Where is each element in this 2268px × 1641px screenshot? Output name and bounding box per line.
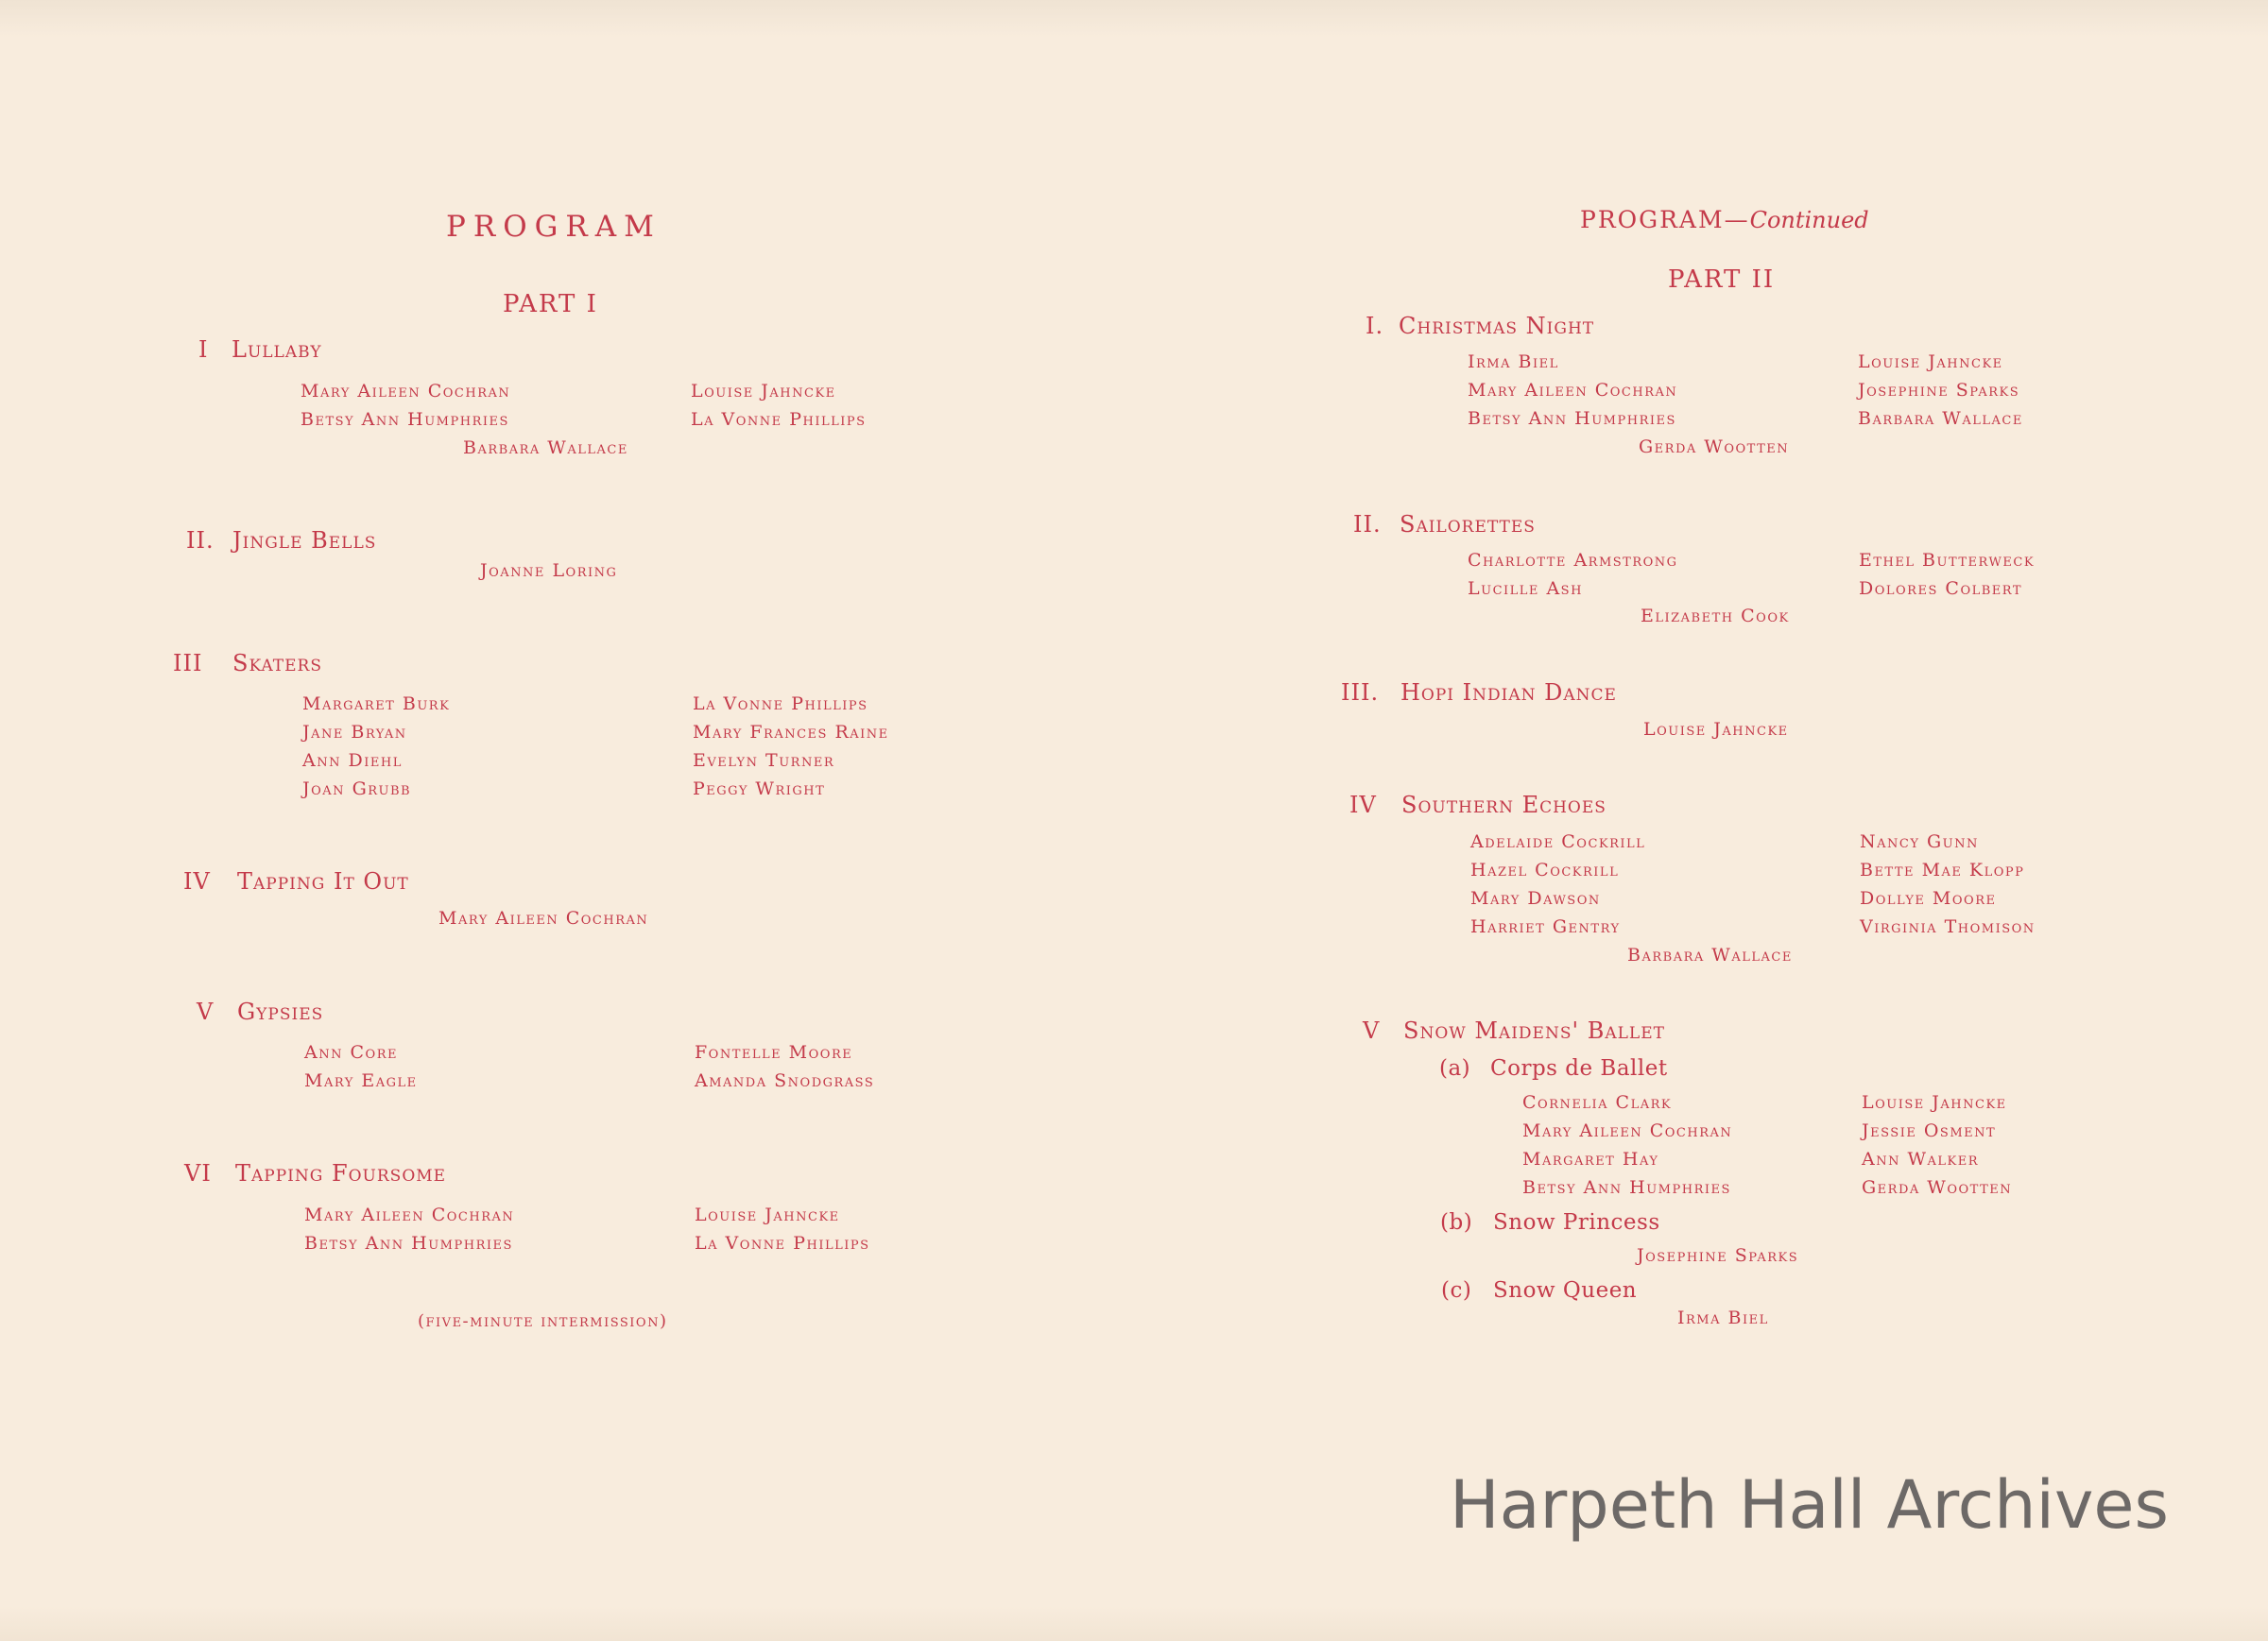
performer-name: Lucille Ash: [1468, 578, 1583, 599]
performer-name: Peggy Wright: [693, 778, 826, 799]
performer-name: La Vonne Phillips: [691, 409, 867, 430]
performer-name: Margaret Burk: [302, 693, 451, 714]
section-number: V: [1363, 1017, 1381, 1044]
section-number: V: [197, 999, 215, 1025]
performer-name: Cornelia Clark: [1522, 1092, 1673, 1113]
performer-name: Ann Walker: [1862, 1149, 1980, 1170]
section-title: Snow Maidens' Ballet: [1403, 1017, 1665, 1044]
performer-name: La Vonne Phillips: [693, 693, 868, 714]
performer-name: Ann Diehl: [302, 750, 403, 771]
performer-name: Gerda Wootten: [1639, 436, 1790, 457]
section-number: IV: [183, 868, 211, 895]
performer-name: Louise Jahncke: [695, 1205, 840, 1225]
section-title: Tapping It Out: [237, 868, 409, 895]
part-heading: PART I: [503, 290, 598, 318]
section-title: Skaters: [232, 650, 322, 676]
performer-name: Amanda Snodgrass: [695, 1070, 875, 1091]
performer-name: Fontelle Moore: [695, 1042, 853, 1063]
subsection-title: Snow Queen: [1493, 1278, 1638, 1303]
performer-name: Elizabeth Cook: [1641, 606, 1790, 626]
performer-name: Hazel Cockrill: [1470, 860, 1620, 880]
section-number: III.: [1341, 679, 1380, 706]
performer-name: Irma Biel: [1677, 1308, 1769, 1328]
subsection-title: Snow Princess: [1493, 1210, 1660, 1235]
performer-name: Charlotte Armstrong: [1468, 550, 1678, 571]
performer-name: Barbara Wallace: [1627, 945, 1793, 966]
performer-name: Josephine Sparks: [1637, 1245, 1799, 1266]
performer-name: Margaret Hay: [1522, 1149, 1659, 1170]
performer-name: Dollye Moore: [1860, 888, 1997, 909]
page-title: PROGRAM: [446, 210, 662, 244]
performer-name: La Vonne Phillips: [695, 1233, 870, 1254]
performer-name: Evelyn Turner: [693, 750, 835, 771]
performer-name: Joanne Loring: [480, 560, 618, 581]
performer-name: Josephine Sparks: [1858, 380, 2020, 401]
performer-name: Ethel Butterweck: [1859, 550, 2036, 571]
performer-name: Betsy Ann Humphries: [1468, 408, 1676, 429]
continued-label: Continued: [1749, 207, 1869, 233]
performer-name: Barbara Wallace: [463, 437, 628, 458]
section-title: Christmas Night: [1399, 313, 1595, 339]
performer-name: Bette Mae Klopp: [1860, 860, 2025, 880]
section-title: Jingle Bells: [232, 527, 377, 554]
performer-name: Virginia Thomison: [1860, 916, 2036, 937]
performer-name: Harriet Gentry: [1470, 916, 1621, 937]
performer-name: Betsy Ann Humphries: [301, 409, 509, 430]
performer-name: Joan Grubb: [302, 778, 412, 799]
section-number: II.: [1353, 511, 1382, 538]
section-number: II.: [186, 527, 215, 554]
page-title-text: PROGRAM—: [1580, 206, 1750, 233]
performer-name: Mary Eagle: [304, 1070, 418, 1091]
performer-name: Dolores Colbert: [1859, 578, 2023, 599]
section-number: IV: [1349, 792, 1377, 818]
section-title: Hopi Indian Dance: [1400, 679, 1617, 706]
performer-name: Louise Jahncke: [691, 381, 836, 402]
subsection-label: (b): [1440, 1210, 1473, 1235]
performer-name: Mary Aileen Cochran: [1522, 1120, 1733, 1141]
performer-name: Mary Frances Raine: [693, 722, 889, 743]
performer-name: Irma Biel: [1468, 351, 1559, 372]
section-title: Tapping Foursome: [235, 1160, 447, 1187]
section-number: III: [173, 650, 203, 676]
section-title: Sailorettes: [1400, 511, 1536, 538]
subsection-label: (a): [1439, 1056, 1471, 1081]
subsection-title: Corps de Ballet: [1490, 1056, 1668, 1081]
performer-name: Mary Aileen Cochran: [438, 908, 649, 929]
performer-name: Mary Dawson: [1470, 888, 1601, 909]
section-number: VI: [184, 1160, 212, 1187]
performer-name: Adelaide Cockrill: [1470, 831, 1646, 852]
performer-name: Ann Core: [304, 1042, 398, 1063]
page-title: [1580, 206, 1869, 233]
section-title: Gypsies: [237, 999, 324, 1025]
section-title: Southern Echoes: [1401, 792, 1606, 818]
performer-name: Gerda Wootten: [1862, 1177, 2013, 1198]
subsection-label: (c): [1441, 1278, 1472, 1303]
performer-name: Jane Bryan: [302, 722, 407, 743]
intermission-note: (five-minute intermission): [418, 1311, 668, 1331]
performer-name: Mary Aileen Cochran: [1468, 380, 1678, 401]
performer-name: Louise Jahncke: [1858, 351, 2003, 372]
performer-name: Nancy Gunn: [1860, 831, 1979, 852]
performer-name: Mary Aileen Cochran: [301, 381, 511, 402]
section-number: I.: [1366, 313, 1384, 339]
section-title: Lullaby: [232, 336, 322, 363]
performer-name: Betsy Ann Humphries: [1522, 1177, 1731, 1198]
archive-watermark: Harpeth Hall Archives: [1450, 1466, 2169, 1544]
performer-name: Louise Jahncke: [1643, 719, 1789, 740]
performer-name: Barbara Wallace: [1858, 408, 2023, 429]
part-heading: PART II: [1668, 265, 1776, 294]
section-number: I: [198, 336, 209, 363]
performer-name: Louise Jahncke: [1862, 1092, 2007, 1113]
performer-name: Jessie Osment: [1862, 1120, 1997, 1141]
performer-name: Mary Aileen Cochran: [304, 1205, 515, 1225]
performer-name: Betsy Ann Humphries: [304, 1233, 513, 1254]
